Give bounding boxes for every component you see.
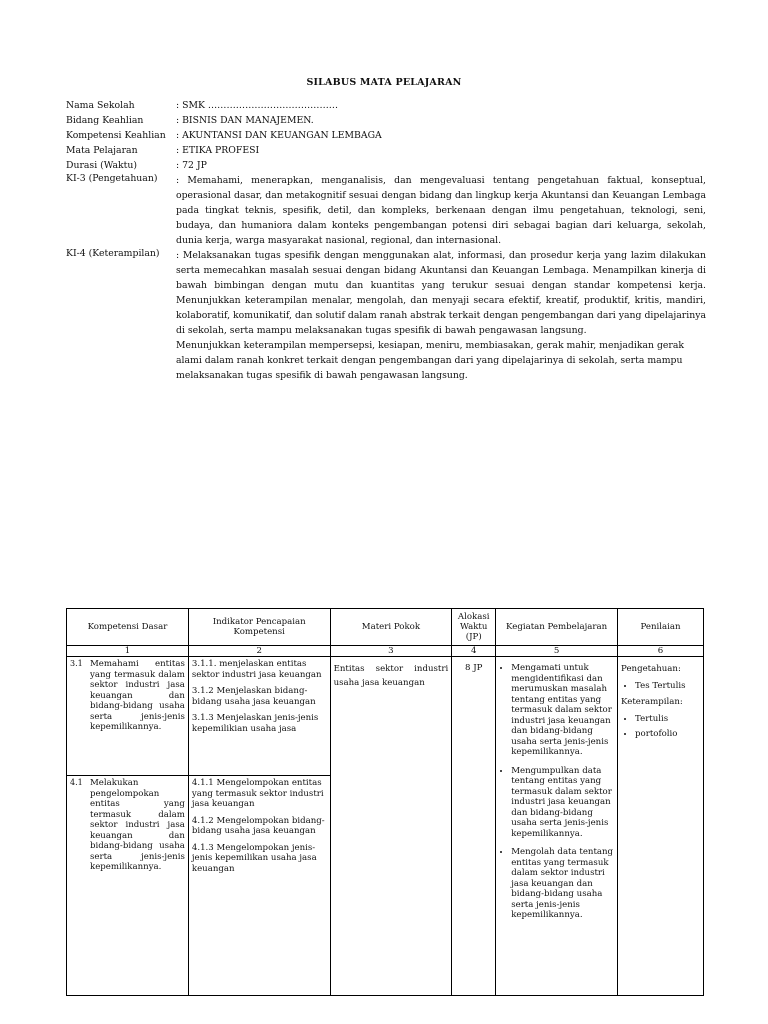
col-header-penilaian: Penilaian (618, 609, 704, 646)
col-number: 4 (452, 646, 496, 657)
indikator-item: 4.1.3 Mengelompokan jenis-jenis kepemilikan usaha jasa keuangan (191, 842, 317, 874)
header-value: : SMK …………………………………… (176, 100, 339, 111)
header-value: : ETIKA PROFESI (176, 145, 260, 156)
penilaian-cell (618, 657, 704, 996)
indikator-item: 3.1.1. menjelaskan entitas sektor industri jasa keuangan (191, 659, 322, 680)
table-row (67, 657, 704, 776)
col-header-alokasi: Alokasi Waktu (JP) (452, 609, 496, 646)
col-header-indikator: Indikator Pencapaian Kompetensi (188, 609, 330, 646)
indikator-item: 4.1.1 Mengelompokan entitas yang termasuk sektor industri jasa keuangan (191, 778, 324, 809)
col-number: 6 (618, 646, 704, 657)
indikator-item: 4.1.2 Mengelompokan bidang-bidang usaha jasa keuangan (191, 815, 325, 836)
ki4-extra-text: Menunjukkan keterampilan mempersepsi, kesiapan, meniru, membiasakan, gerak mahir, menjadikan gerak alami dalam ranah konkret terkait dengan pengembangan dari yang dipelajarinya di sekolah, serta mampu melaksanakan tugas spesifik di bawah pengawasan langsung. (176, 340, 685, 381)
materi-text: Entitas sektor industri usaha jasa keuangan (333, 664, 449, 688)
kegiatan-cell (496, 657, 618, 996)
ki4-block (66, 248, 706, 338)
indikator-item: 3.1.3 Menjelaskan jenis-jenis kepemilikian usaha jasa (191, 713, 319, 734)
ki3-text: : Memahami, menerapkan, menganalisis, dan mengevaluasi tentang pengetahuan faktual, konseptual, operasional dasar, dan metakognitif sesuai dengan bidang dan lingkup kerja Akuntansi dan Keuangan Lembaga pada tingkat teknis, spesifik, detil, dan kompleks, berkenaan dengan ilmu pengetahuan, teknologi, seni, budaya, dan humaniora dalam konteks pengembangan potensi diri sebagai bagian dari keluarga, sekolah, dunia kerja, warga masyarakat nasional, regional, dan internasional. (176, 175, 706, 246)
kd-3-1-cell (67, 657, 189, 776)
header-label: Mata Pelajaran (66, 145, 138, 156)
kegiatan-item: • Mengolah data tentang entitas yang termasuk dalam sektor industri jasa keuangan dan bidang-bidang usaha serta jenis-jenis kepemilikannya. (511, 847, 614, 921)
kd-number: 4.1 (70, 778, 83, 787)
kegiatan-item: • Mengamati untuk mengidentifikasi dan merumuskan masalah tentang entitas yang termasuk dalam sektor industri jasa keuangan dan bidang-bidang usaha serta jenis-jenis kepemilikannya. (511, 663, 614, 758)
header-label: Durasi (Waktu) (66, 160, 138, 171)
indikator-3-cell (188, 657, 330, 776)
pengetahuan-label: Pengetahuan: (621, 664, 681, 674)
alokasi-value: 8 JP (465, 663, 483, 673)
col-header-materi: Materi Pokok (330, 609, 452, 646)
ki4-text: : Melaksanakan tugas spesifik dengan menggunakan alat, informasi, dan prosedur kerja yang lazim dilakukan serta memecahkan masalah sesuai dengan bidang Akuntansi dan Keuangan Lembaga. Menampilkan kinerja di bawah bimbingan dengan mutu dan kuantitas yang terukur sesuai dengan standar kompetensi kerja. Menunjukkan keterampilan menalar, mengolah, dan menyaji secara efektif, kreatif, produktif, kritis, mandiri, kolaboratif, komunikatif, dan solutif dalam ranah abstrak terkait dengan pengembangan dari yang dipelajarinya di sekolah, serta mampu melaksanakan tugas spesifik di bawah pengawasan langsung. (176, 250, 706, 336)
header-row-subject (66, 143, 706, 158)
kd-text: Memahami entitas yang termasuk dalam sektor industri jasa keuangan dan bidang-bidang usaha serta jenis-jenis kepemilikannya. (90, 659, 185, 732)
penilaian-item: • Tertulis (635, 714, 700, 725)
header-label: Kompetensi Keahlian (66, 130, 166, 141)
header-value: : AKUNTANSI DAN KEUANGAN LEMBAGA (176, 130, 382, 141)
header-row-competency (66, 128, 706, 143)
col-number: 2 (188, 646, 330, 657)
kd-text: Melakukan pengelompokan entitas yang termasuk dalam sektor industri jasa keuangan dan bidang-bidang usaha serta jenis-jenis kepemilikannya. (90, 778, 185, 872)
identity-block (66, 98, 706, 383)
table-number-row (67, 646, 704, 657)
ki4-label: KI-4 (Keterampilan) (66, 248, 160, 259)
document-title: SILABUS MATA PELAJARAN (306, 77, 462, 88)
table-header-row (67, 609, 704, 646)
col-number: 3 (330, 646, 452, 657)
ki4-extra-block (66, 338, 706, 383)
kd-4-1-cell (67, 776, 189, 996)
keterampilan-label: Keterampilan: (621, 697, 683, 707)
kd-number: 3.1 (70, 659, 83, 668)
alokasi-cell (452, 657, 496, 996)
col-number: 1 (67, 646, 189, 657)
header-row-field (66, 113, 706, 128)
syllabus-table (66, 608, 704, 996)
header-value: : BISNIS DAN MANAJEMEN. (176, 115, 314, 126)
col-header-kd: Kompetensi Dasar (67, 609, 189, 646)
header-label: Bidang Keahlian (66, 115, 144, 126)
materi-cell (330, 657, 452, 996)
indikator-item: 3.1.2 Menjelaskan bidang-bidang usaha jasa keuangan (191, 686, 316, 707)
col-number: 5 (496, 646, 618, 657)
indikator-4-cell (188, 776, 330, 996)
ki3-block (66, 173, 706, 248)
header-row-school (66, 98, 706, 113)
penilaian-item: • Tes Tertulis (635, 681, 700, 692)
penilaian-item: • portofolio (635, 729, 700, 740)
col-header-kegiatan: Kegiatan Pembelajaran (496, 609, 618, 646)
header-label: Nama Sekolah (66, 100, 135, 111)
ki3-label: KI-3 (Pengetahuan) (66, 173, 158, 184)
kegiatan-item: • Mengumpulkan data tentang entitas yang termasuk dalam sektor industri jasa keuangan dan bidang-bidang usaha serta jenis-jenis kepemilikannya. (511, 766, 614, 840)
header-row-duration (66, 158, 706, 173)
header-value: : 72 JP (176, 160, 207, 171)
